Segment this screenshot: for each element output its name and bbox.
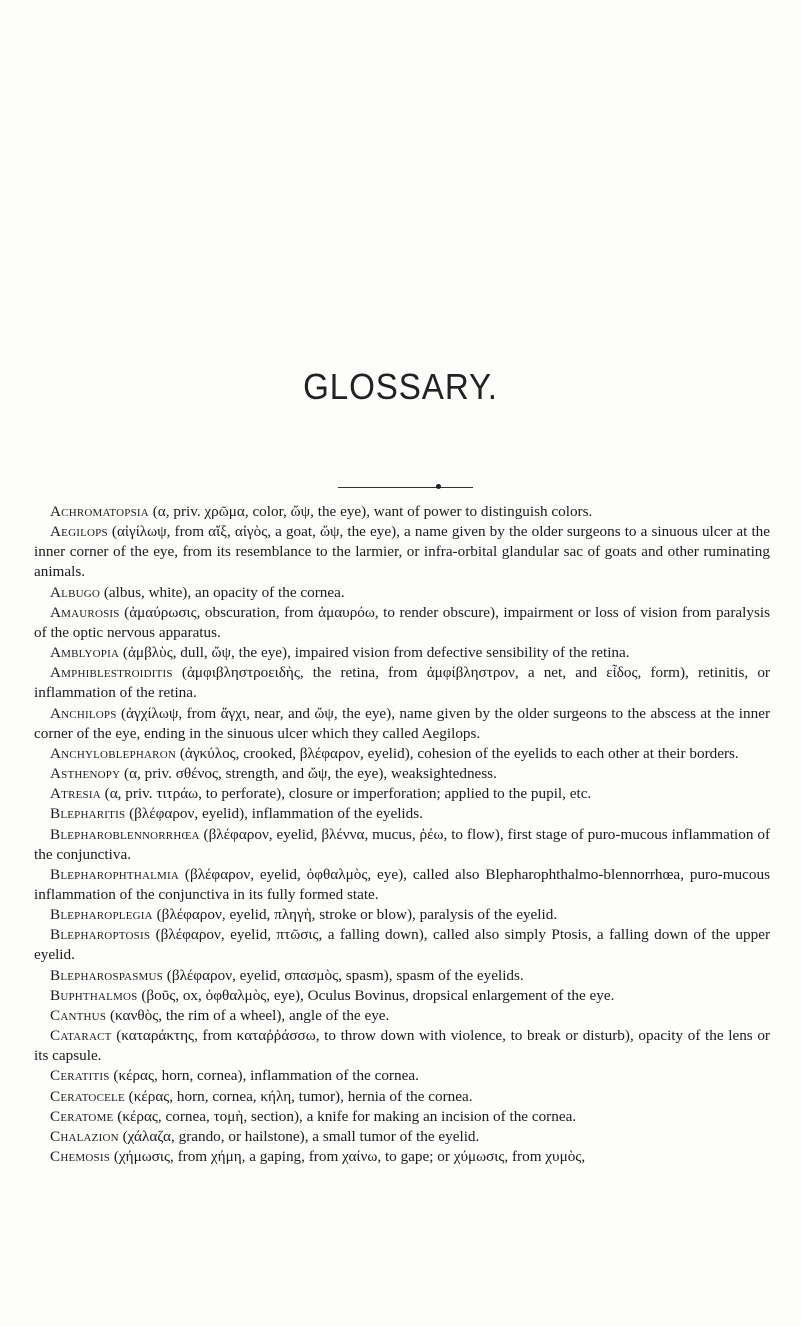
entry-headword: Asthenopy <box>50 765 121 783</box>
entry-headword: Canthus <box>50 1006 107 1024</box>
glossary-entry <box>34 865 770 905</box>
entry-text: (albus, white), an opacity of the cornea. <box>100 583 345 601</box>
entry-headword: Amaurosis <box>50 603 120 621</box>
glossary-entry <box>34 925 770 965</box>
glossary-entry <box>34 1107 770 1127</box>
entry-text: (ἀμφιβληστροειδὴς, the retina, from ἀμφίβληστρον, a net, and εἶδος, form), retinitis, or inflammation of the retina. <box>34 664 770 702</box>
entry-headword: Chalazion <box>50 1127 119 1145</box>
entry-text: (χήμωσις, from χήμη, a gaping, from χαίνω, to gape; or χύμωσις, from χυμὸς, <box>110 1148 586 1165</box>
entry-text: (βλέφαρον, eyelid), inflammation of the eyelids. <box>125 805 423 823</box>
entry-text: (α, priv. σθένος, strength, and ὤψ, the eye), weaksightedness. <box>120 765 497 783</box>
glossary-entry <box>34 1066 770 1086</box>
entry-text: (κέρας, horn, cornea, κήλη, tumor), hernia of the cornea. <box>124 1087 473 1105</box>
entry-headword: Anchilops <box>50 704 117 722</box>
glossary-entry <box>34 905 770 925</box>
entry-text: (βοῦς, ox, ὀφθαλμὸς, eye), Oculus Bovinus, dropsical enlargement of the eye. <box>137 986 615 1004</box>
entry-text: (α, priv. τιτράω, to perforate), closure or imperforation; applied to the pupil, etc. <box>100 785 592 803</box>
glossary-entry <box>34 1147 770 1167</box>
entry-text: (βλέφαρον, eyelid, βλέννα, mucus, ῥέω, to flow), first stage of puro-mucous inflammation of the conjunctiva. <box>34 825 770 863</box>
glossary-entry <box>34 522 770 582</box>
entry-text: (βλέφαρον, eyelid, πληγὴ, stroke or blow), paralysis of the eyelid. <box>152 906 558 924</box>
glossary-entry <box>34 663 770 703</box>
entry-text: (ἀμβλὺς, dull, ὤψ, the eye), impaired vision from defective sensibility of the retina. <box>119 644 630 662</box>
entry-text: (χάλαζα, grando, or hailstone), a small tumor of the eyelid. <box>118 1127 480 1145</box>
entry-text: (ἀγχίλωψ, from ἄγχι, near, and ὤψ, the eye), name given by the older surgeons to the abscess at the inner corner of the eye, ending in the sinuous ulcer which they called Aegilops. <box>34 704 770 742</box>
glossary-entry <box>34 1087 770 1107</box>
entry-text: (α, priv. χρῶμα, color, ὤψ, the eye), want of power to distinguish colors. <box>148 503 593 520</box>
glossary-entry <box>34 1127 770 1147</box>
glossary-entry <box>34 966 770 986</box>
entry-headword: Blepharoblennorrhœa <box>50 825 200 843</box>
entry-text: (καταράκτης, from καταῤῥάσσω, to throw down with violence, to break or disturb), opacity of the lens or its capsule. <box>34 1027 770 1065</box>
entry-text: (βλέφαρον, eyelid, σπασμὸς, spasm), spasm of the eyelids. <box>162 966 524 984</box>
entry-headword: Cataract <box>50 1027 112 1045</box>
title-rule <box>338 487 473 488</box>
glossary-entry <box>34 583 770 603</box>
entry-headword: Blepharitis <box>50 805 126 823</box>
title-rule-ornament <box>436 484 441 489</box>
entry-text: (κανθὸς, the rim of a wheel), angle of the eye. <box>106 1006 390 1024</box>
entry-headword: Buphthalmos <box>50 986 138 1004</box>
entry-text: (ἀμαύρωσις, obscuration, from ἀμαυρόω, to render obscure), impairment or loss of vision from paralysis of the optic nervous apparatus. <box>34 603 770 641</box>
glossary-entry <box>34 1006 770 1026</box>
entry-headword: Amblyopia <box>50 644 120 662</box>
entry-text: (ἀγκύλος, crooked, βλέφαρον, eyelid), cohesion of the eyelids to each other at their borders. <box>176 744 739 762</box>
glossary-entry <box>34 764 770 784</box>
entry-text: (βλέφαρον, eyelid, ὀφθαλμὸς, eye), called also Blepharophthalmo-blennorrhœa, puro-mucous inflammation of the conjunctiva in its fully formed state. <box>34 865 770 903</box>
entry-headword: Ceratome <box>50 1107 114 1125</box>
glossary-entry <box>34 603 770 643</box>
glossary-entry <box>34 1026 770 1066</box>
entry-headword: Blepharospasmus <box>50 966 163 984</box>
entry-text: (κέρας, cornea, τομὴ, section), a knife for making an incision of the cornea. <box>113 1107 577 1125</box>
entry-text: (βλέφαρον, eyelid, πτῶσις, a falling down), called also simply Ptosis, a falling down of the upper eyelid. <box>34 926 770 964</box>
entry-headword: Ceratitis <box>50 1067 110 1085</box>
entry-headword: Atresia <box>50 785 101 803</box>
entry-headword: Amphiblestroiditis <box>50 664 173 682</box>
entry-headword: Albugo <box>50 583 101 601</box>
entry-headword: Blepharophthalmia <box>50 865 180 883</box>
entry-headword: Anchyloblepharon <box>50 744 177 762</box>
glossary-entry <box>34 502 770 522</box>
glossary-entries <box>34 502 770 1167</box>
glossary-entry <box>34 704 770 744</box>
entry-headword: Aegilops <box>50 523 108 541</box>
glossary-entry <box>34 643 770 663</box>
entry-headword: Ceratocele <box>50 1087 125 1105</box>
entry-headword: Blepharoplegia <box>50 906 153 924</box>
entry-headword: Chemosis <box>50 1148 111 1165</box>
glossary-entry <box>34 784 770 804</box>
entry-text: (κέρας, horn, cornea), inflammation of the cornea. <box>109 1067 419 1085</box>
entry-headword: Blepharoptosis <box>50 926 151 944</box>
page-title: GLOSSARY. <box>303 366 498 407</box>
glossary-entry <box>34 744 770 764</box>
glossary-entry <box>34 986 770 1006</box>
entry-text: (αἰγίλωψ, from αἴξ, αἰγὸς, a goat, ὤψ, the eye), a name given by the older surgeons to a sinuous ulcer at the inner corner of the eye, from its resemblance to the larmier, or infra-orbital glandular sac of goats and other ruminating animals. <box>34 523 770 581</box>
glossary-entry <box>34 804 770 824</box>
glossary-entry <box>34 825 770 865</box>
entry-headword: Achromatopsia <box>50 503 149 520</box>
